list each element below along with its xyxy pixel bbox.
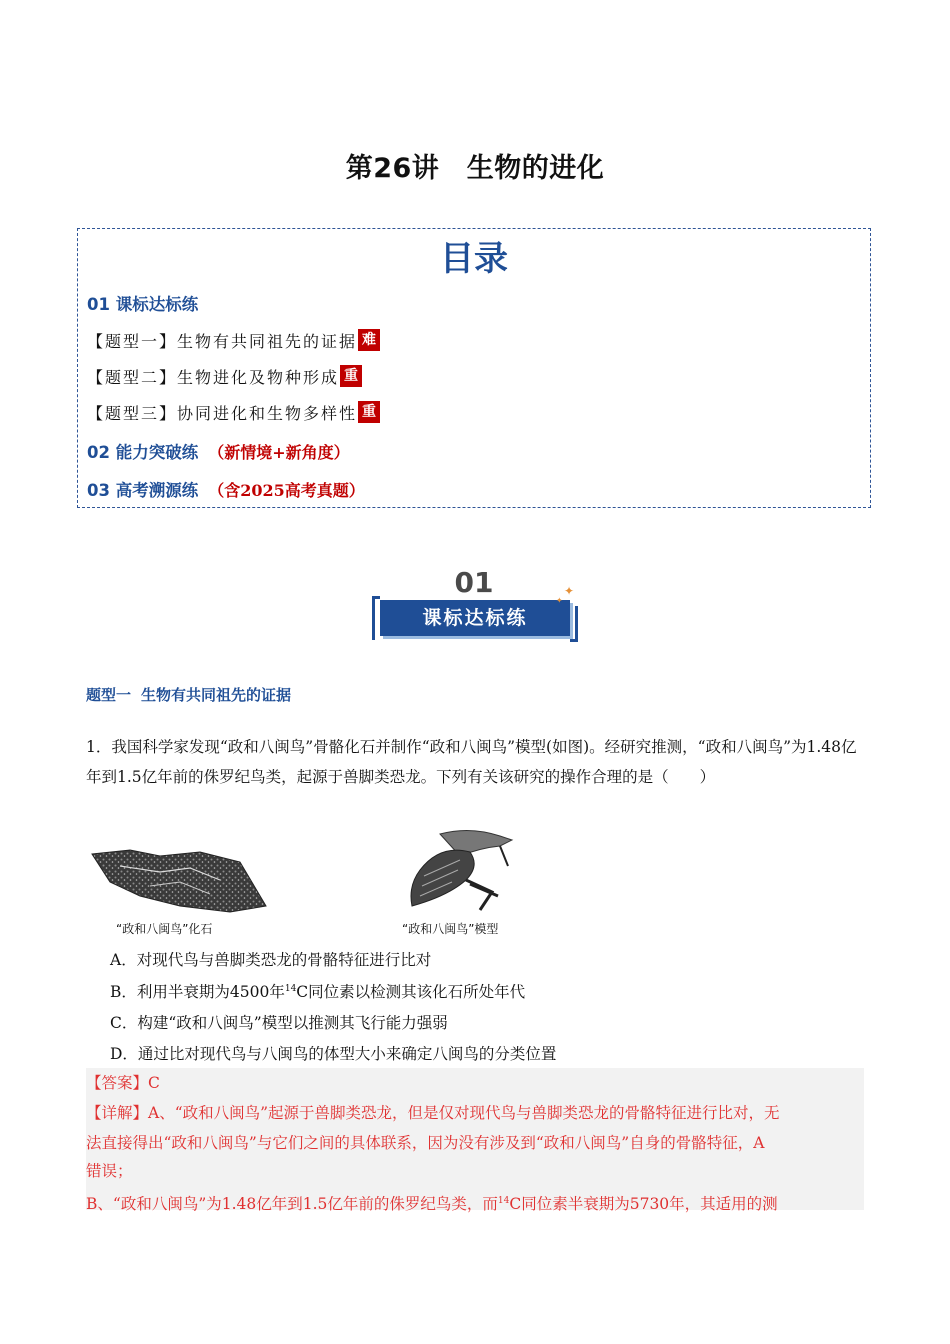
importance-tag: 重 bbox=[340, 365, 362, 387]
banner-label: 课标达标练 bbox=[380, 600, 570, 636]
detail-line: B、“政和八闽鸟”为1.48亿年到1.5亿年前的侏罗纪鸟类，而$^{14}$C同位素半衰期为5730年，其适用的测 bbox=[86, 1195, 778, 1214]
toc-section-2[interactable]: 02 能力突破练 （新情境+新角度） bbox=[87, 443, 350, 462]
option-a[interactable]: A．对现代鸟与兽脚类恐龙的骨骼特征进行比对 bbox=[110, 951, 432, 969]
bird-model-image bbox=[400, 826, 518, 914]
bracket-decoration bbox=[570, 606, 578, 642]
page-title: 第26讲 生物的进化 bbox=[345, 153, 605, 184]
answer-line: 【答案】C bbox=[86, 1074, 160, 1092]
fossil-image bbox=[90, 846, 270, 914]
detail-line: 【详解】A、“政和八闽鸟”起源于兽脚类恐龙，但是仅对现代鸟与兽脚类恐龙的骨骼特征进行比对，无 bbox=[86, 1104, 780, 1122]
toc-heading: 目录 bbox=[440, 239, 508, 279]
option-d[interactable]: D．通过比对现代鸟与八闽鸟的体型大小来确定八闽鸟的分类位置 bbox=[110, 1045, 557, 1063]
option-b[interactable]: B．利用半衰期为4500年$^{14}$C同位素以检测其该化石所处年代 bbox=[110, 983, 526, 1001]
importance-tag: 重 bbox=[358, 401, 380, 423]
detail-line: 错误； bbox=[86, 1162, 133, 1180]
toc-section-3[interactable]: 03 高考溯源练 （含2025高考真题） bbox=[87, 481, 365, 500]
figure-caption-model: “政和八闽鸟”模型 bbox=[402, 922, 499, 936]
difficulty-tag: 难 bbox=[358, 329, 380, 351]
bracket-decoration bbox=[372, 596, 380, 640]
detail-line: 法直接得出“政和八闽鸟”与它们之间的具体联系，因为没有涉及到“政和八闽鸟”自身的骨骼特征，A bbox=[86, 1134, 765, 1152]
question-text: 1．我国科学家发现“政和八闽鸟”骨骼化石并制作“政和八闽鸟”模型(如图)。经研究推测，“政和八闽鸟”为1.48亿年到1.5亿年前的侏罗纪鸟类，起源于兽脚类恐龙。下列有关该研究的操作合理的是（ ） bbox=[86, 738, 857, 786]
answer-block bbox=[86, 1068, 864, 1214]
question-type-heading: 题型一 生物有共同祖先的证据 bbox=[86, 686, 292, 704]
sparkle-icon: ✦ bbox=[564, 584, 575, 598]
banner-number: 01 bbox=[454, 566, 494, 599]
toc-section-1[interactable]: 01 课标达标练 bbox=[87, 295, 199, 314]
figure-caption-fossil: “政和八闽鸟”化石 bbox=[116, 922, 213, 936]
section-banner bbox=[372, 566, 582, 646]
table-of-contents bbox=[77, 228, 871, 508]
toc-item-3[interactable]: 【题型三】协同进化和生物多样性 重 bbox=[87, 401, 380, 424]
sparkle-icon: ✦ bbox=[556, 596, 563, 605]
option-c[interactable]: C．构建“政和八闽鸟”模型以推测其飞行能力强弱 bbox=[110, 1014, 448, 1032]
toc-item-2[interactable]: 【题型二】生物进化及物种形成 重 bbox=[87, 365, 362, 388]
toc-item-1[interactable]: 【题型一】生物有共同祖先的证据 难 bbox=[87, 329, 380, 352]
